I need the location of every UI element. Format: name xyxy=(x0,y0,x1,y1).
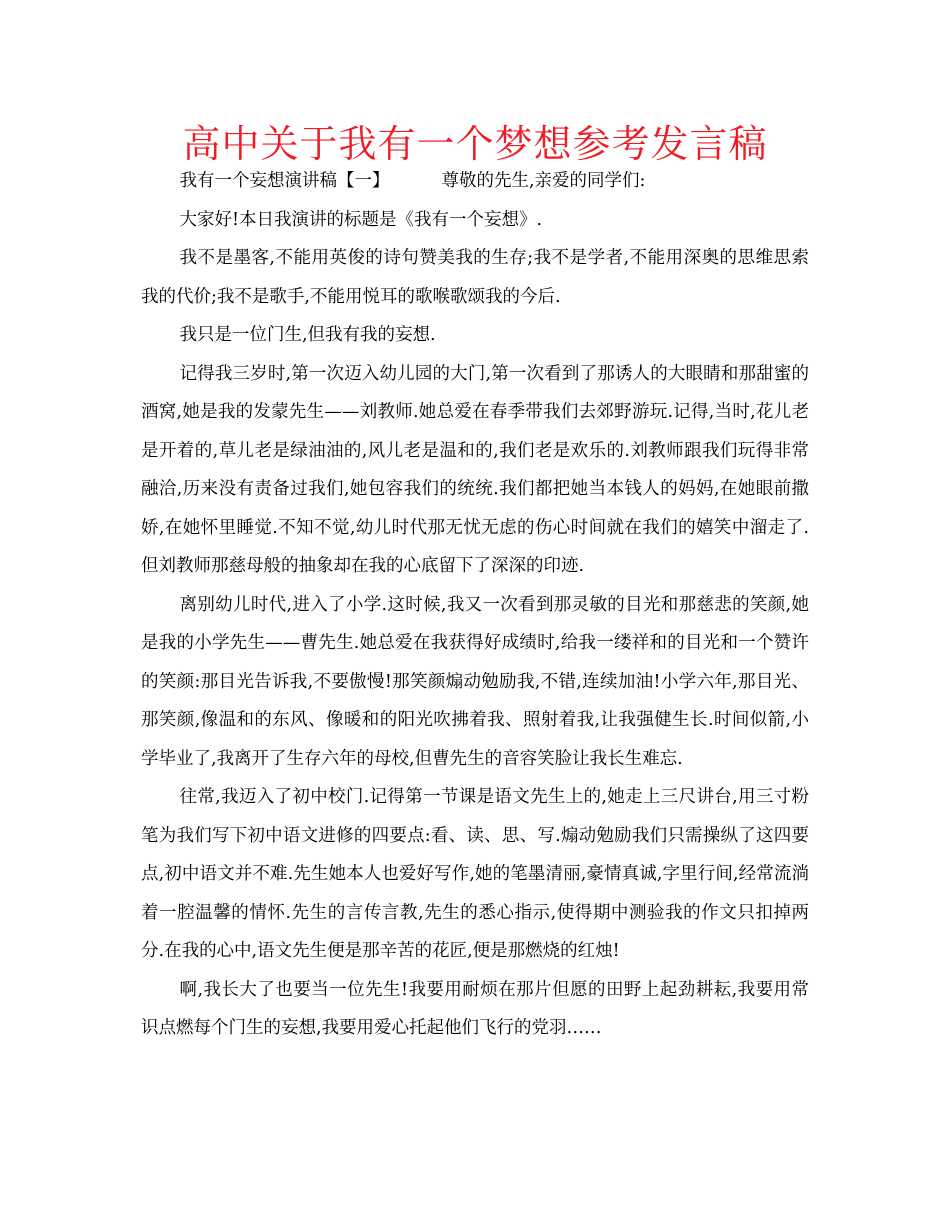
paragraph: 往常,我迈入了初中校门.记得第一节课是语文先生上的,她走上三尺讲台,用三寸粉笔为我们写下初中语文进修的四要点:看、读、思、写.煽动勉励我们只需操纵了这四要点,初中语文并不难.先生她本人也爱好写作,她的笔墨清丽,豪情真诚,字里行间,经常流淌着一腔温馨的情怀.先生的言传言教,先生的悉心指示,使得期中测验我的作文只扣掉两分.在我的心中,语文先生便是那辛苦的花匠,便是那燃烧的红烛! xyxy=(141,787,809,961)
paragraph: 我只是一位门生,但我有我的妄想. xyxy=(179,325,436,345)
document-title: 高中关于我有一个梦想参考发言稿 xyxy=(182,122,768,166)
document-body xyxy=(141,162,809,1048)
paragraph: 离别幼儿时代,进入了小学.这时候,我又一次看到那灵敏的目光和那慈悲的笑颜,她是我的小学先生——曹先生.她总爱在我获得好成绩时,给我一缕祥和的目光和一个赞许的笑颜:那目光告诉我,不要傲慢!那笑颜煽动勉励我,不错,连续加油!小学六年,那目光、那笑颜,像温和的东风、像暖和的阳光吹拂着我、照射着我,让我强健生长.时间似箭,小学毕业了,我离开了生存六年的母校,但曹先生的音容笑脸让我长生难忘. xyxy=(141,594,809,769)
speech-heading-label: 我有一个妄想演讲稿【一】 xyxy=(179,171,390,191)
greeting: 尊敬的先生,亲爱的同学们: xyxy=(441,171,646,191)
paragraph: 啊,我长大了也要当一位先生!我要用耐烦在那片但愿的田野上起劲耕耘,我要用常识点燃每个门生的妄想,我要用爱心托起他们飞行的党羽…… xyxy=(141,979,809,1038)
paragraph: 大家好!本日我演讲的标题是《我有一个妄想》. xyxy=(179,209,543,230)
paragraph: 记得我三岁时,第一次迈入幼儿园的大门,第一次看到了那诱人的大眼睛和那甜蜜的酒窝,她是我的发蒙先生——刘教师.她总爱在春季带我们去郊野游玩.记得,当时,花儿老是开着的,草儿老是绿油油的,风儿老是温和的,我们老是欢乐的.刘教师跟我们玩得非常融洽,历来没有责备过我们,她包容我们的统统.我们都把她当本钱人的妈妈,在她眼前撒娇,在她怀里睡觉.不知不觉,幼儿时代那无忧无虑的伤心时间就在我们的嬉笑中溜走了.但刘教师那慈母般的抽象却在我的心底留下了深深的印迹. xyxy=(141,363,809,576)
heading-line xyxy=(141,162,809,201)
paragraph: 我不是墨客,不能用英俊的诗句赞美我的生存;我不是学者,不能用深奥的思维思索我的代价;我不是歌手,不能用悦耳的歌喉歌颂我的今后. xyxy=(141,248,809,307)
